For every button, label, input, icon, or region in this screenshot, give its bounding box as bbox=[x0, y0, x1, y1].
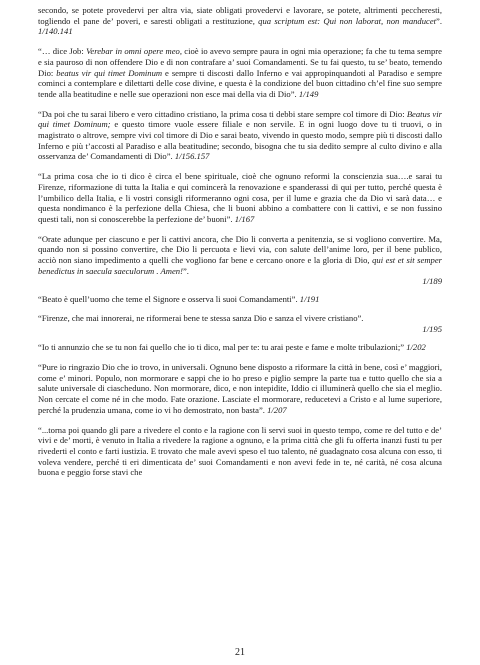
paragraph-5-run: qui est et sit semper benedictus in saecula saeculorum . Amen! bbox=[38, 255, 443, 276]
paragraph-5-run: “Orate adunque per ciascuno e per li cattivi ancora, che Dio li converta a penitenzia, se si vogliono convertire. Ma, quando non si possino convertire, che Dio li percuota e lievi via, con salute dell’anime loro, per il bene publico, acciò non siano impedimento a quelli che vogliono far bene e cercano onore e la gloria di Dio, bbox=[38, 233, 442, 266]
paragraph-8-run: 1/202 bbox=[406, 342, 426, 353]
paragraph-1-run: 1/140.141 bbox=[38, 26, 73, 37]
paragraph-4 bbox=[38, 171, 442, 225]
paragraph-2-run: e sempre ti discosti dallo Inferno e vai appropinquandoti al Paradiso e sempre cominci a contemplare e dilettarti delle cose divine, e questa è la condizione del buon cittadino ch’el fine suo sempre tende alla beatitudine e nelle sue operazioni non esce mai della via di Dio”. bbox=[38, 67, 442, 99]
paragraph-2-run: “… dice Job: bbox=[38, 46, 87, 57]
paragraph-6-run: “Beato è quell’uomo che teme el Signore e osserva li suoi Comandamenti”. bbox=[38, 294, 300, 305]
paragraph-2-run: , cioè io avevo sempre paura in ogni mia operazione; fa che tu tema sempre e sia pauroso di non offendere Dio e di non contrafare a’ suoi Comandamenti. Se tu fai questo, tu se’ beato, temendo Dio: bbox=[38, 46, 442, 78]
paragraph-8 bbox=[38, 342, 442, 353]
paragraph-3-run: “Da poi che tu sarai libero e vero cittadino cristiano, la prima cosa ti debbi stare sempre col timore di Dio: bbox=[38, 108, 407, 119]
paragraph-10-run: “...torna poi quando gli pare a rivedere el conto e la ragione con li servi suoi in questo tempo, come re del tutto e de’ vivi e de’ morti, è venuto in Italia a rivedere la ragione a ognuno, e la prima città che gli fu offerta inanzi fusti tu per rivederti el conto e farti iustizia. E trovato che male avevi speso el tuo talento, né guadagnato cosa alcuna con esso, ti voleva vendere, perché ti eri dimenticata de’ suoi Comandamenti e non avevi fede in te, né carità, né cosa alcuna buona e peggio forse stavi che bbox=[38, 424, 442, 478]
paragraph-2-run: Verebar in omni opere meo bbox=[86, 46, 180, 57]
paragraph-1-run: secondo, se potete provedervi per altra via, siate obligati provedervi e lavorare, se potete, altrimenti peccheresti, togliendo el pane de’ poveri, e saresti obligati a restituzione, bbox=[38, 5, 442, 26]
paragraph-3-run: 1/156.157 bbox=[174, 151, 210, 162]
paragraph-3-run: e questo timore vuole essere filiale e non servile. E in ogni luogo dove tu ti truovi, o in magistrato o altrove, sempre vivi col timore di Dio e sarai beato, vivendo in questo modo, sempre più ti discosti dallo Inferno e più t’accosti al Paradiso e alla beatitudine; secondo, bisogna che tu sia dedito sempre al culto divino e alla osservanza de’ Comandamenti di Dio”. bbox=[38, 119, 442, 162]
paragraph-3-run: Beatus vir qui timet Dominum; bbox=[38, 108, 442, 130]
paragraph-9 bbox=[38, 362, 442, 416]
paragraph-7-run: “Firenze, che mai innorerai, ne riformerai bene te stessa sanza Dio e sanza el vivere cristiano”. bbox=[38, 312, 364, 323]
paragraph-8-run: “Io ti annunzio che se tu non fai quello che io ti dico, mal per te: tu arai peste e fame e molte tribulazioni;” bbox=[38, 342, 407, 353]
paragraph-7-reference: 1/195 bbox=[422, 323, 442, 334]
paragraph-3 bbox=[38, 109, 442, 163]
paragraph-9-run: “Pure io ringrazio Dio che io trovo, in universali. Ognuno bene disposto a riformare la città in bene, così e’ maggiori, come e’ minori. Populo, non mormorare e sappi che io ho preso e piglio sempre la parte tua e tutto quello che sia a salute universale di ciascheduno. Non mormorare, dico, e non intepidite, Iddio ci illuminerà quello che sia el meglio. Non cercate el come né in che modo. Fate orazione. Lasciate el mormorare, reducetevi a Cristo e al lume superiore, perché la prudenzia umana, come io vi ho demostrato, non basta”. bbox=[38, 361, 442, 415]
paragraph-1 bbox=[38, 5, 442, 37]
paragraph-10 bbox=[38, 425, 442, 479]
paragraph-2 bbox=[38, 46, 442, 100]
paragraph-1-run: qua scriptum est: Qui non laborat, non manducet bbox=[258, 15, 437, 26]
document-body bbox=[38, 5, 442, 478]
page-number: 21 bbox=[235, 647, 245, 658]
paragraph-9-run: 1/207 bbox=[267, 404, 287, 415]
paragraph-5 bbox=[38, 234, 442, 277]
paragraph-1-run: ”. bbox=[436, 15, 442, 26]
paragraph-4-run: “La prima cosa che io ti dico è circa el bene spirituale, cioè che ognuno reformi la conscienzia sua….e sarai tu Firenze, riformazione di tutta la Italia e qui comincerà la renovazione e spanderassi di qui per tutto, perché questa è l’umbilico della Italia, e li vostri consigli riformeranno ogni cosa, per il lume e grazia che da Dio vi sarà data… e questa nondimanco è la perfezione della Chiesa, che li buoni abbino a combattere con li cattivi, e se non fussino questi tali, non si conoscerebbe la perfezione de’ buoni”. bbox=[38, 171, 442, 224]
paragraph-6-run: 1/191 bbox=[299, 294, 320, 305]
paragraph-5-run: ”. bbox=[182, 265, 189, 276]
paragraph-2-run: 1/149 bbox=[298, 88, 319, 99]
paragraph-5-reference: 1/189 bbox=[422, 276, 442, 287]
paragraph-2-run: beatus vir qui timet Dominum bbox=[56, 67, 163, 78]
paragraph-6 bbox=[38, 294, 442, 305]
paragraph-4-run: 1/167 bbox=[234, 213, 255, 224]
paragraph-7 bbox=[38, 313, 442, 324]
